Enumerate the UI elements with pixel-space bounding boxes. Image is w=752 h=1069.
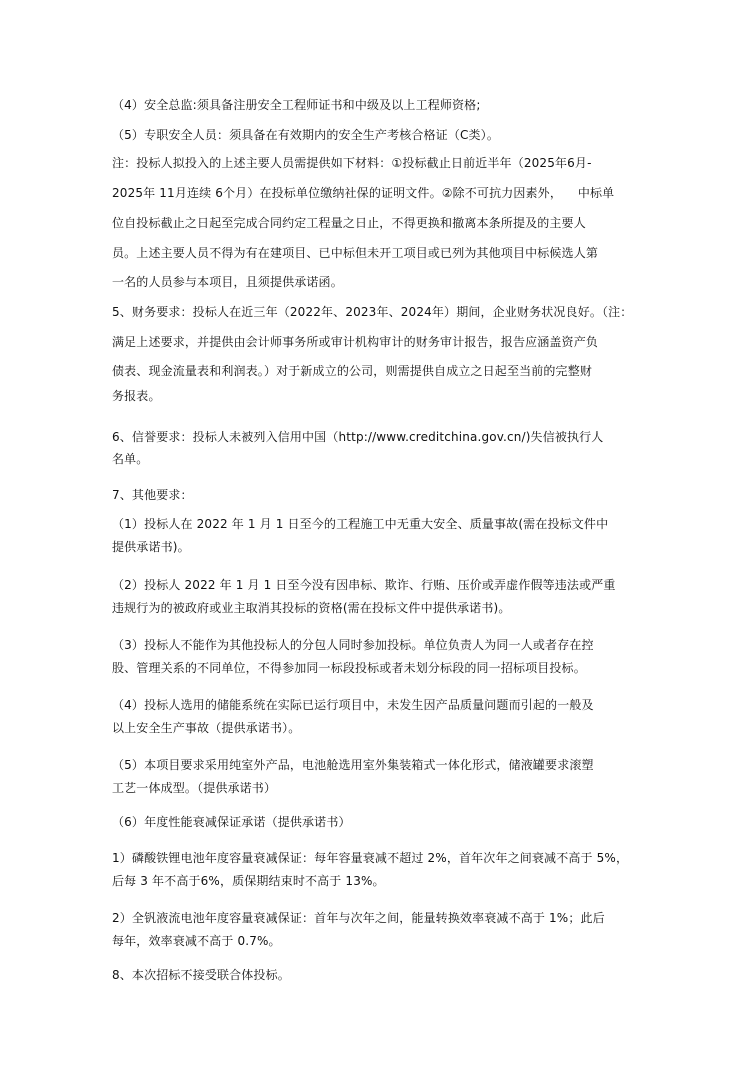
text-line: 位自投标截止之日起至完成合同约定工程量之日止，不得更换和撤离本条所提及的主要人	[112, 216, 586, 230]
text-line: 8、本次招标不接受联合体投标。	[112, 968, 290, 982]
text-line: （5）本项目要求采用纯室外产品，电池舱选用室外集装箱式一体化形式，储液罐要求滚塑	[112, 758, 594, 772]
text-line: 6、信誉要求：投标人未被列入信用中国（http://www.creditchina.gov.cn/)失信被执行人	[112, 430, 604, 444]
text-line: 注：投标人拟投入的上述主要人员需提供如下材料：①投标截止日前近半年（2025年6月-	[112, 156, 592, 170]
text-line: 2025年 11月连续 6个月）在投标单位缴纳社保的证明文件。②除不可抗力因素外， 中标单	[112, 186, 615, 200]
text-line: 以上安全生产事故（提供承诺书）。	[112, 721, 301, 735]
text-line: （6）年度性能衰减保证承诺（提供承诺书）	[112, 815, 351, 829]
text-line: （1）投标人在 2022 年 1 月 1 日至今的工程施工中无重大安全、质量事故(需在投标文件中	[112, 517, 609, 531]
text-line: 每年，效率衰减不高于 0.7%。	[112, 934, 281, 948]
section-heading: 7、其他要求：	[112, 488, 193, 502]
text-line: 违规行为的被政府或业主取消其投标的资格(需在投标文件中提供承诺书)。	[112, 601, 511, 615]
text-line: 员。上述主要人员不得为有在建项目、已中标但未开工项目或已列为其他项目中标候选人第	[112, 246, 599, 260]
text-line: 名单。	[112, 452, 149, 466]
text-line: （5）专职安全人员：须具备在有效期内的安全生产考核合格证（C类）。	[112, 128, 499, 142]
text-line: 股、管理关系的不同单位，不得参加同一标段投标或者未划分标段的同一招标项目投标。	[112, 661, 586, 675]
text-line: 提供承诺书)。	[112, 540, 190, 554]
text-line: （4）投标人选用的储能系统在实际已运行项目中，未发生因产品质量问题而引起的一般及	[112, 698, 594, 712]
text-line: 后每 3 年不高于6%，质保期结束时不高于 13%。	[112, 874, 385, 888]
text-line: 债表、现金流量表和利润表。）对于新成立的公司，则需提供自成立之日起至当前的完整财	[112, 364, 593, 378]
text-line: 一名的人员参与本项目，且须提供承诺函。	[112, 275, 343, 289]
text-line: （3）投标人不能作为其他投标人的分包人同时参加投标。单位负责人为同一人或者存在控	[112, 638, 594, 652]
text-line: （4）安全总监:须具备注册安全工程师证书和中级及以上工程师资格;	[112, 98, 481, 112]
text-line: 5、财务要求：投标人在近三年（2022年、2023年、2024年）期间，企业财务状况良好。（注：	[112, 305, 633, 319]
text-line: 1）磷酸铁锂电池年度容量衰减保证：每年容量衰减不超过 2%，首年次年之间衰减不高于 5%，	[112, 851, 629, 865]
text-line: 2）全钒液流电池年度容量衰减保证：首年与次年之间，能量转换效率衰减不高于 1%；此后	[112, 911, 605, 925]
text-line: 工艺一体成型。（提供承诺书）	[112, 781, 277, 795]
text-line: 满足上述要求，并提供由会计师事务所或审计机构审计的财务审计报告，报告应涵盖资产负	[112, 335, 599, 349]
text-line: （2）投标人 2022 年 1 月 1 日至今没有因串标、欺诈、行贿、压价或弄虚作假等违法或严重	[112, 578, 616, 592]
text-line: 务报表。	[112, 389, 161, 403]
